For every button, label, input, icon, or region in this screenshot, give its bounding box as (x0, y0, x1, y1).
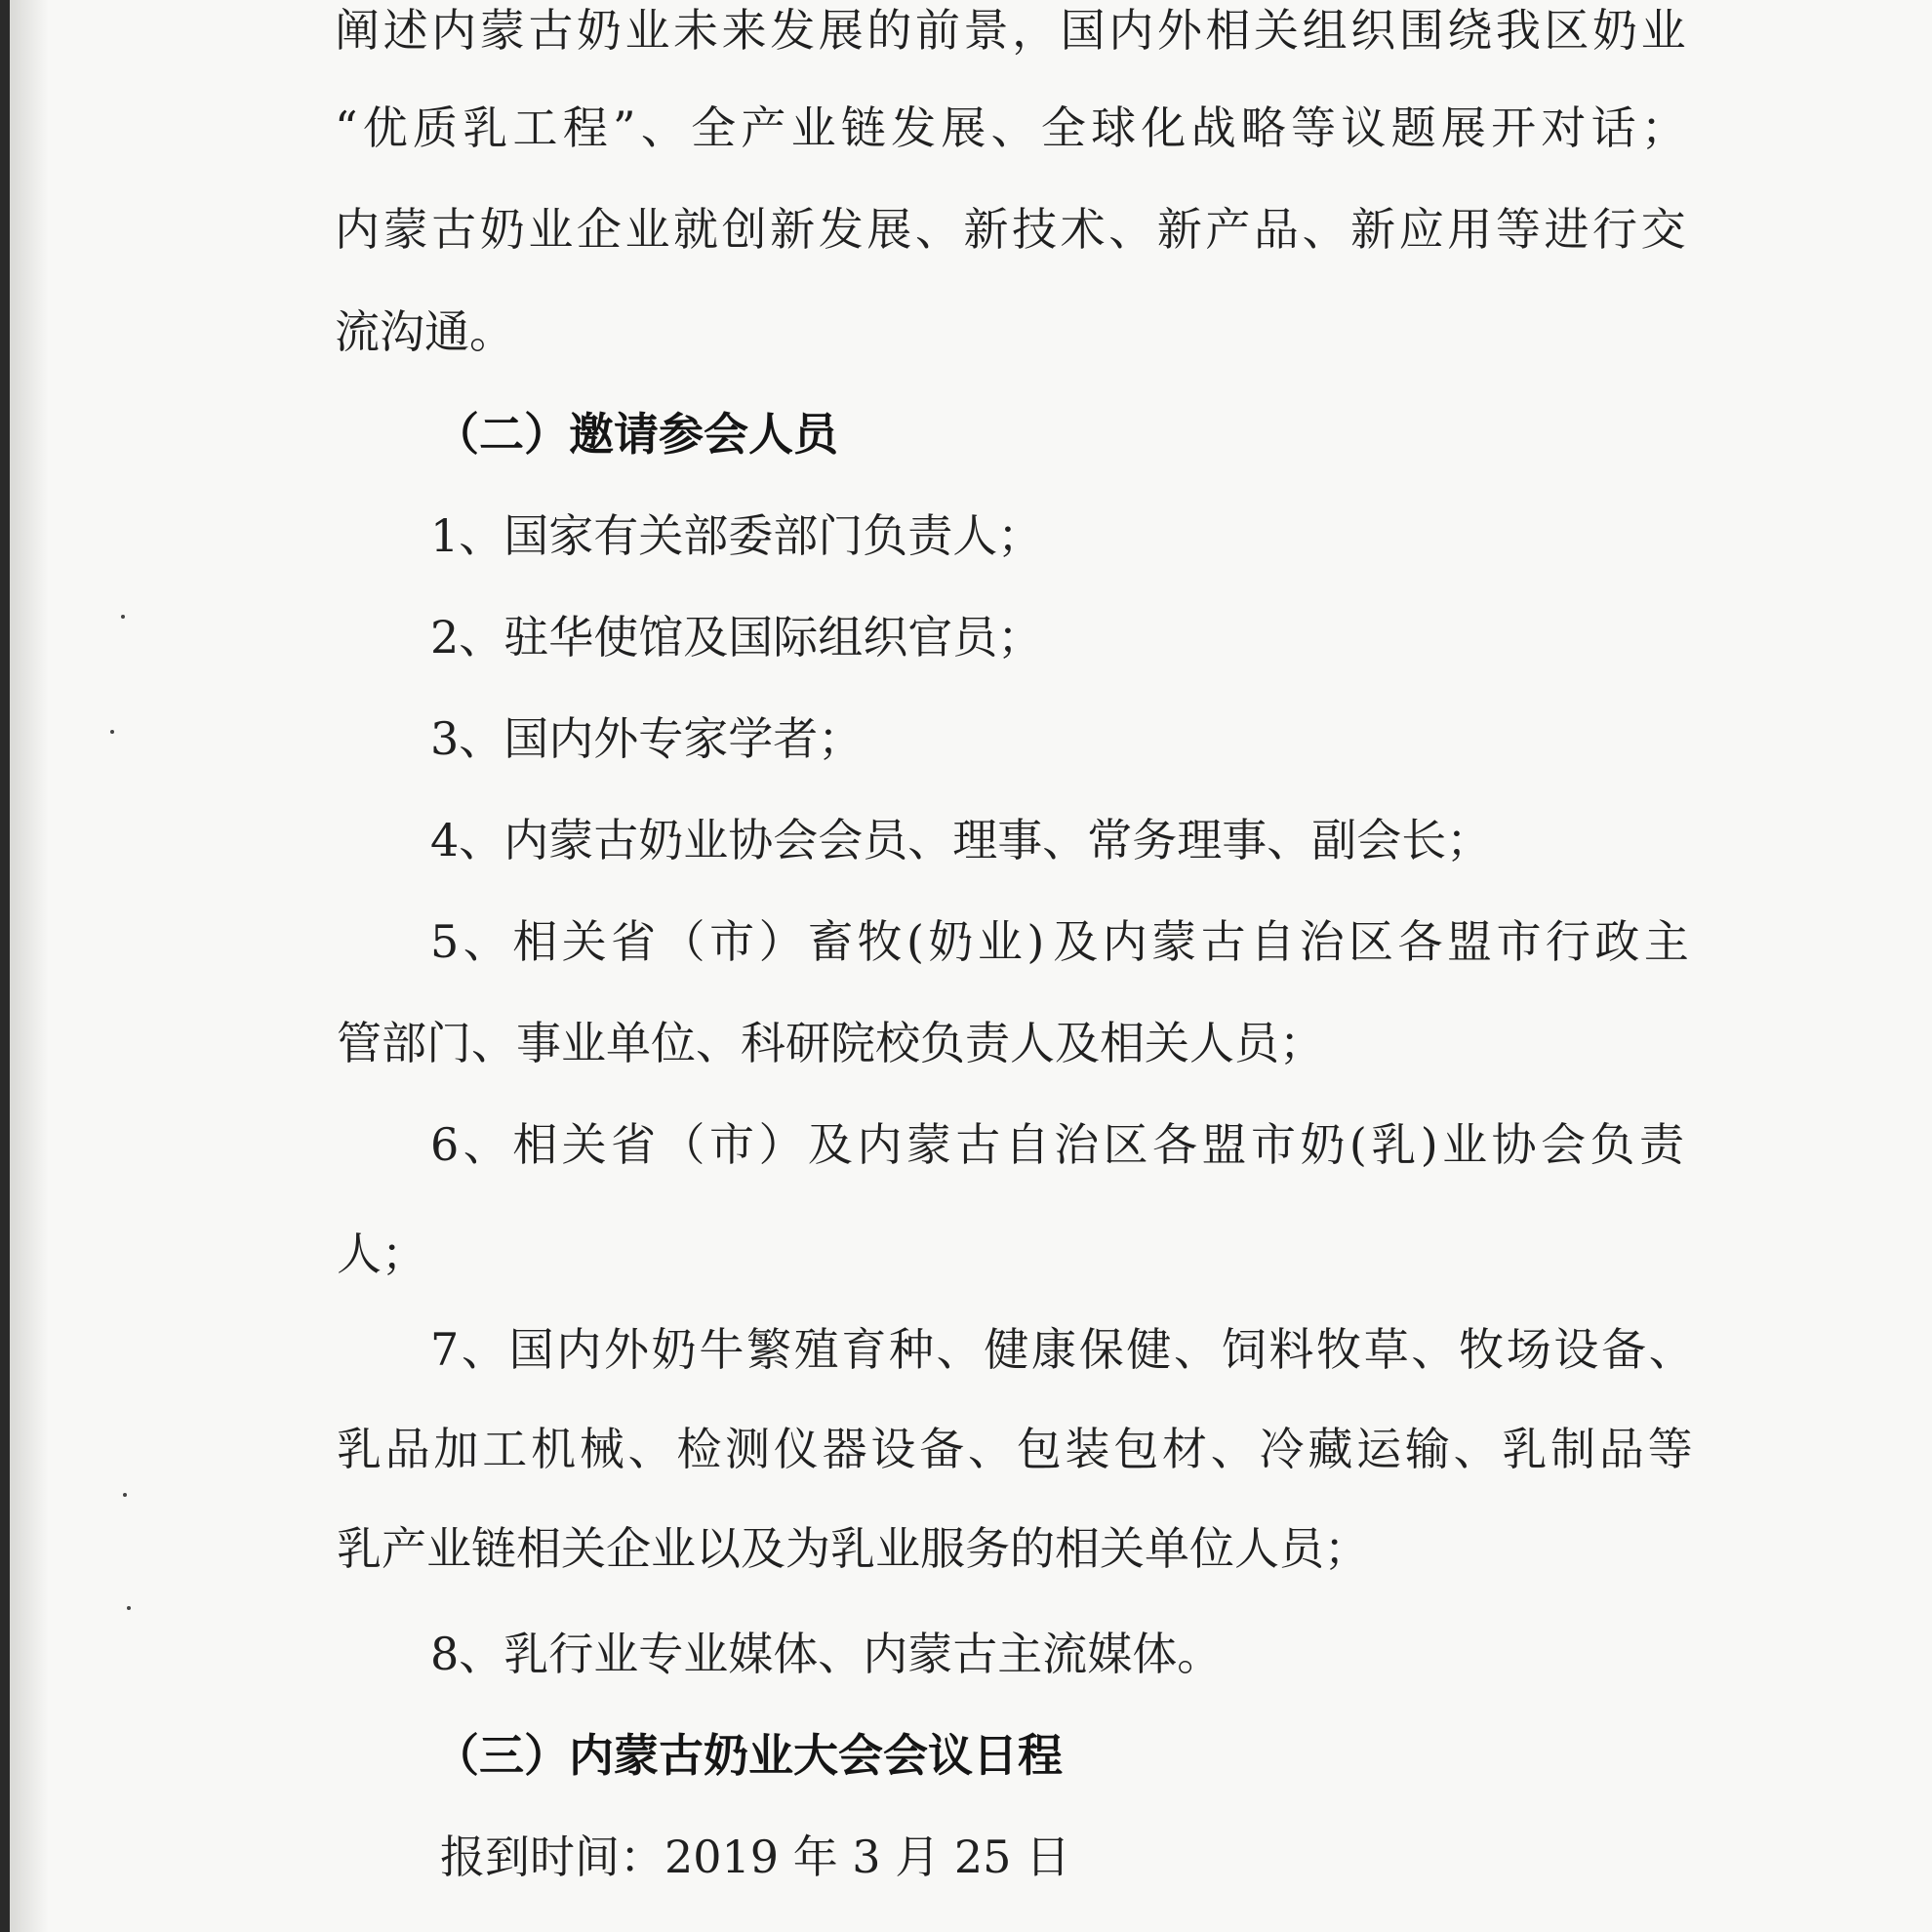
registration-time: 报到时间：2019 年 3 月 25 日 (440, 1831, 1070, 1883)
list-item: 8、乳行业专业媒体、内蒙古主流媒体。 (430, 1628, 1223, 1680)
list-item: 6 、 相 关 省 （ 市 ） 及 内 蒙 古 自 治 区 各 盟 市 奶 ( 乳 ) 业 协 会 负 责 (430, 1118, 1684, 1171)
paragraph-line: 内 蒙 古 奶 业 企 业 就 创 新 发 展 、 新 技 术 、 新 产 品 、 新 应 用 等 进 行 交 (335, 203, 1686, 256)
section-heading: （二）邀请参会人员 (434, 408, 838, 461)
scan-edge (0, 0, 10, 1932)
list-item: 3、国内外专家学者； (430, 712, 864, 765)
section-heading: （三）内蒙古奶业大会会议日程 (434, 1729, 1063, 1782)
scan-speck (110, 730, 114, 734)
scan-speck (127, 1606, 131, 1610)
paragraph-line: 流沟通。 (335, 305, 514, 358)
list-item-continuation: 管部门、事业单位、科研院校负责人及相关人员； (337, 1017, 1324, 1069)
paragraph-line: 阐 述 内 蒙 古 奶 业 未 来 发 展 的 前 景 ， 国 内 外 相 关 组 织 围 绕 我 区 奶 业 (335, 4, 1686, 57)
list-item: 1、国家有关部委部门负责人； (430, 509, 1043, 562)
scan-speck (121, 615, 125, 619)
list-item-continuation: 人； (337, 1228, 426, 1280)
scan-edge-shadow (10, 0, 49, 1932)
scan-speck (123, 1493, 127, 1497)
paragraph-line: “ 优 质 乳 工 程 ” 、 全 产 业 链 发 展 、 全 球 化 战 略 等 议 题 展 开 对 话 ； (335, 101, 1686, 154)
list-item: 7 、 国 内 外 奶 牛 繁 殖 育 种 、 健 康 保 健 、 饲 料 牧 草 、 牧 场 设 备 、 (430, 1323, 1694, 1376)
list-item: 2、驻华使馆及国际组织官员； (430, 611, 1043, 664)
list-item: 4、内蒙古奶业协会会员、理事、常务理事、副会长； (430, 814, 1492, 866)
list-item: 5 、 相 关 省 （ 市 ） 畜 牧 ( 奶 业 ) 及 内 蒙 古 自 治 区 各 盟 市 行 政 主 (430, 915, 1689, 968)
list-item-continuation: 乳产业链相关企业以及为乳业服务的相关单位人员； (337, 1522, 1369, 1575)
list-item-continuation: 乳 品 加 工 机 械 、 检 测 仪 器 设 备 、 包 装 包 材 、 冷 藏 运 输 、 乳 制 品 等 (337, 1423, 1693, 1475)
